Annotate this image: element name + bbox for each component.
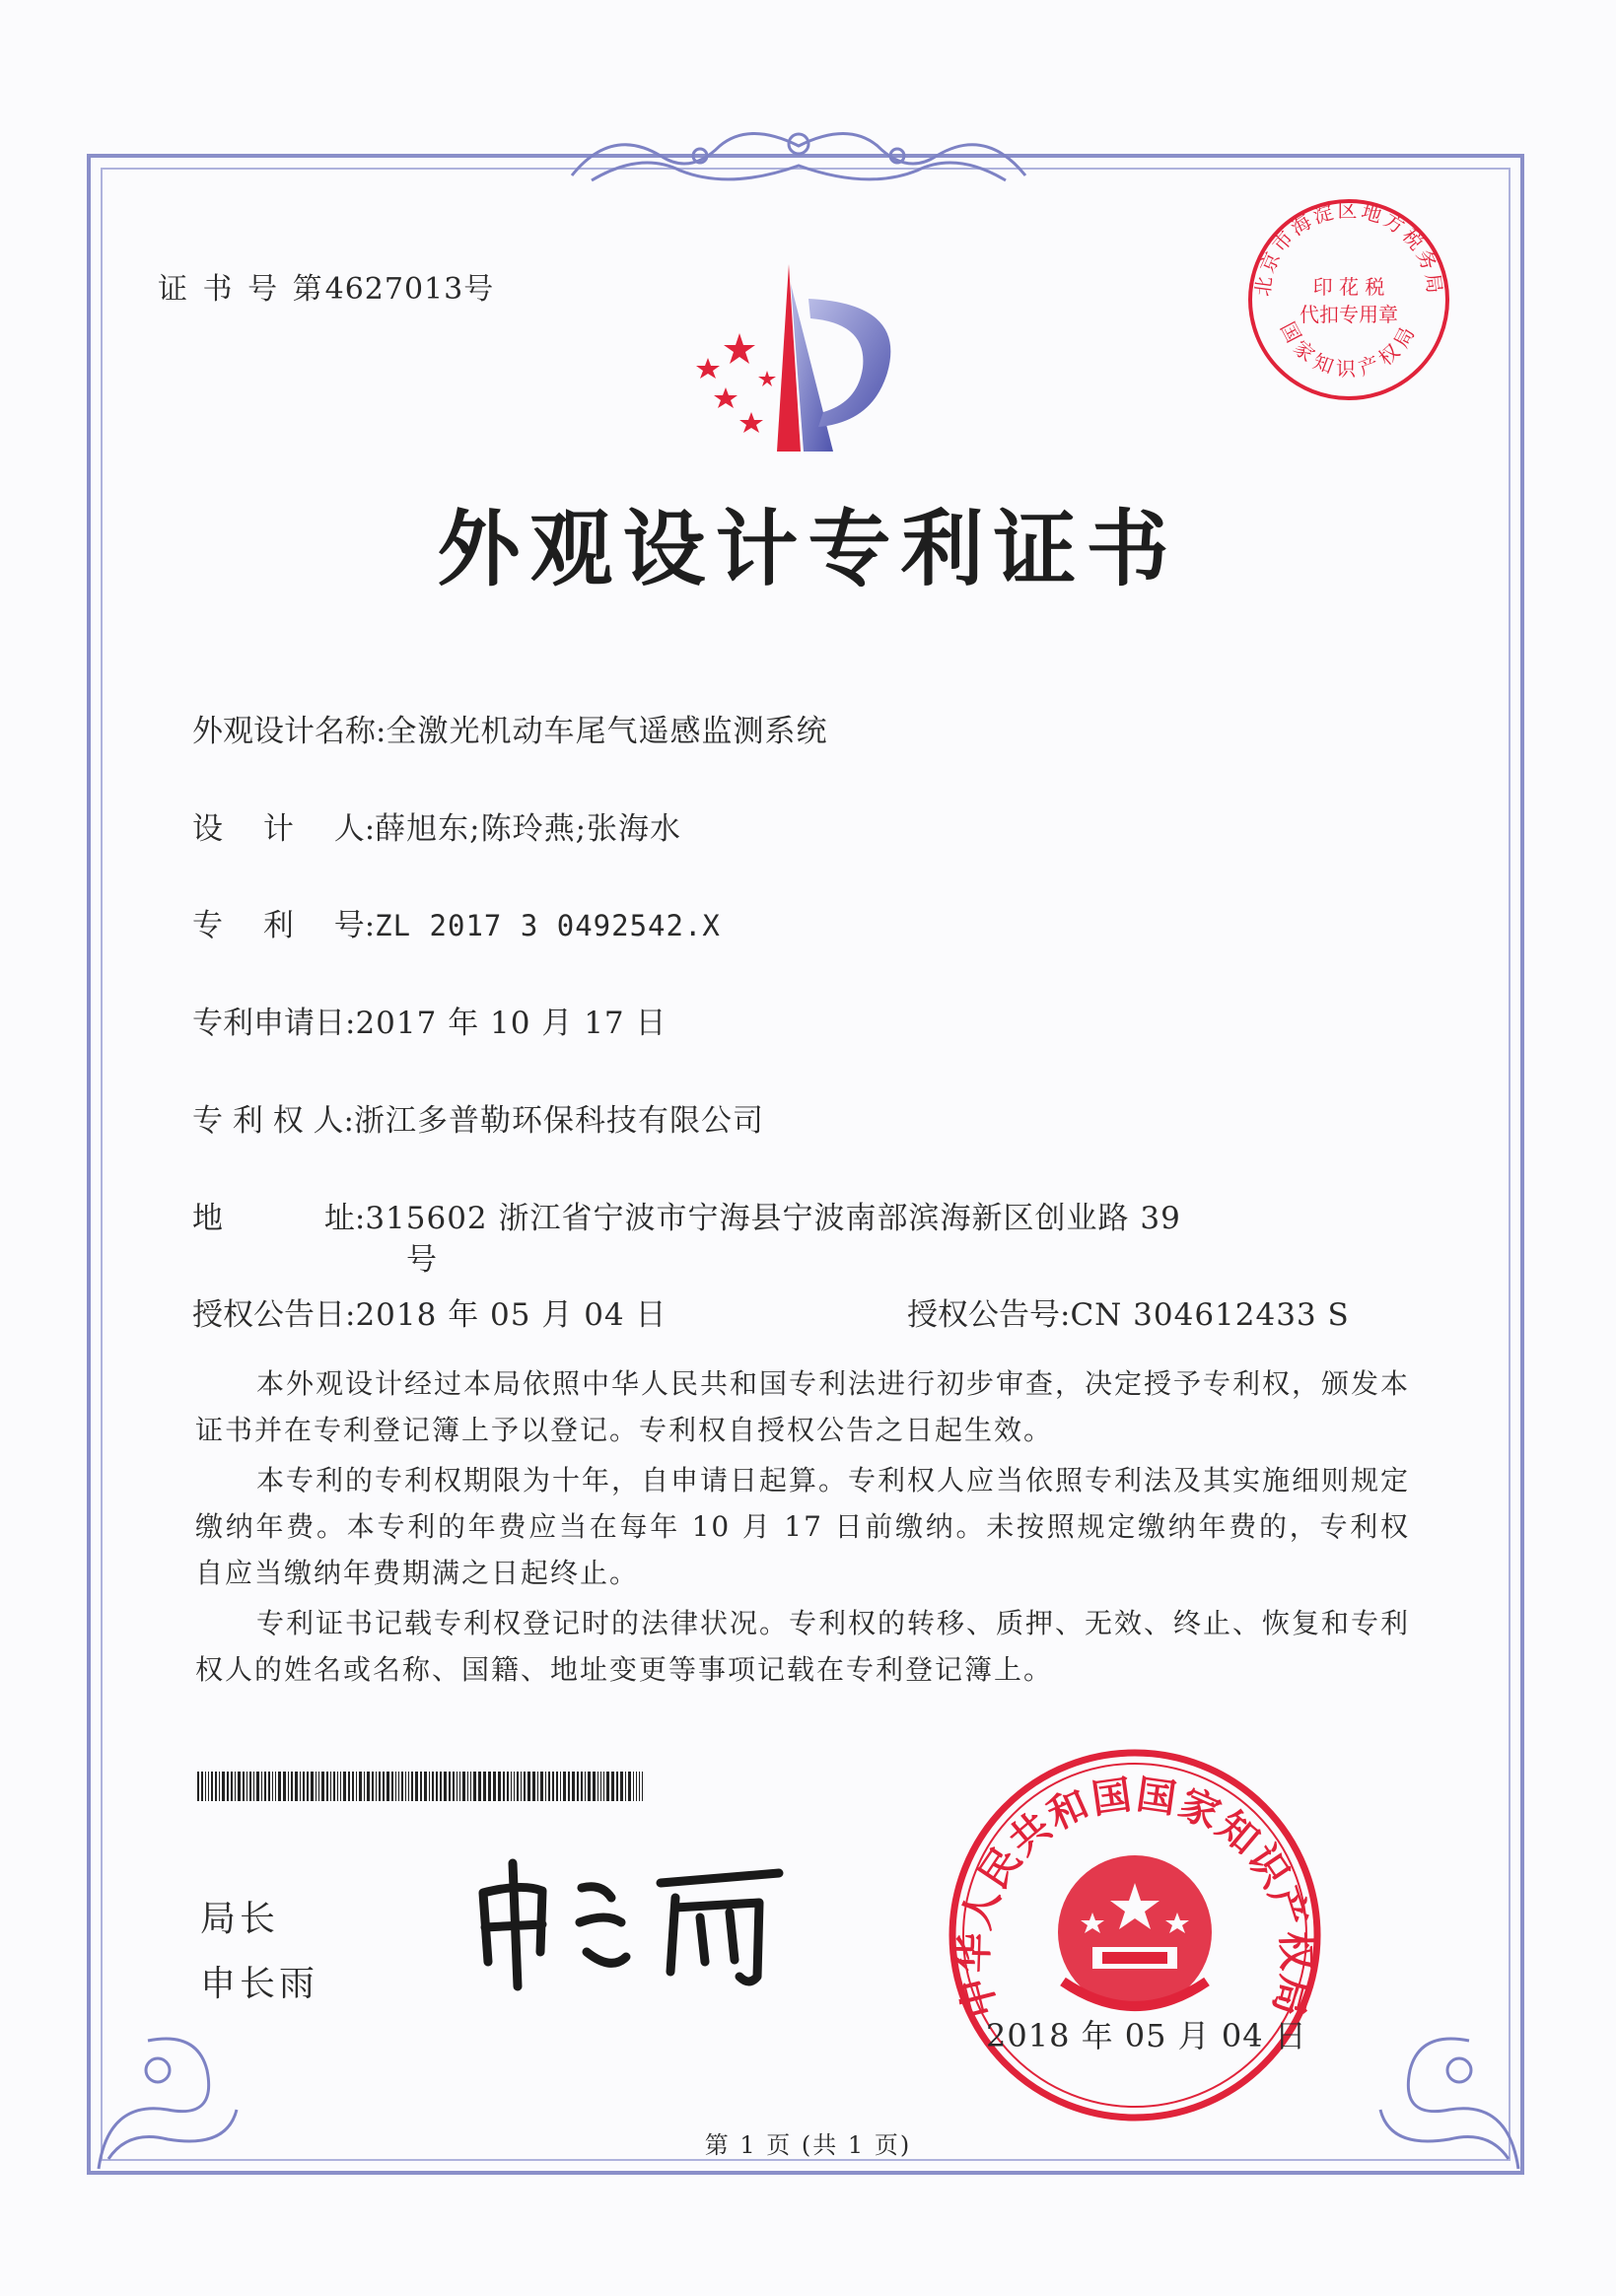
barcode-bar (383, 1772, 385, 1801)
barcode-bar (307, 1772, 309, 1801)
barcode-bar (436, 1772, 438, 1801)
barcode-bar (318, 1772, 319, 1801)
barcode-bar (532, 1772, 535, 1801)
barcode-bar (340, 1772, 341, 1801)
barcode-bar (208, 1772, 209, 1801)
body-paragraph: 本专利的专利权期限为十年，自申请日起算。专利权人应当依照专利法及其实施细则规定缴纳年费。本专利的年费应当在每年 10 月 17 日前缴纳。未按照规定缴纳年费的，专利权自应当缴纳年费期满之日起终止。 (195, 1464, 1411, 1589)
barcode-bar (488, 1772, 491, 1801)
barcode-bar (432, 1772, 434, 1801)
barcode-bar (261, 1772, 262, 1801)
field-design-name (192, 706, 827, 750)
field-patentee (192, 1095, 764, 1140)
barcode-bar (348, 1772, 350, 1801)
field-announce-number (907, 1289, 1350, 1334)
barcode-bar (326, 1772, 328, 1801)
barcode-bar (311, 1772, 314, 1801)
barcode-bar (597, 1772, 598, 1801)
tax-seal-center-text-2: 代扣专用章 (1300, 303, 1398, 326)
barcode-bar (493, 1772, 496, 1801)
field-label: 专利申请日: (192, 1006, 356, 1041)
certificate-body (195, 1360, 1410, 1697)
barcode-bar (222, 1772, 225, 1801)
barcode-bar (593, 1772, 596, 1801)
barcode-bar (628, 1772, 631, 1801)
field-label: 专 利 号: (192, 908, 376, 943)
barcode-bar (219, 1772, 220, 1801)
barcode-bar (560, 1772, 561, 1801)
field-filing-date (192, 998, 667, 1042)
field-value: ZL 2017 3 0492542.X (375, 909, 721, 942)
barcode-bar (636, 1772, 637, 1801)
seal-date: 2018 年 05 月 04 日 (986, 2017, 1307, 2054)
barcode-bar (243, 1772, 245, 1801)
field-patent-number (192, 900, 721, 944)
barcode-bar (639, 1772, 640, 1801)
barcode-bar (379, 1772, 381, 1801)
barcode-bar (398, 1772, 399, 1801)
field-label: 授权公告号: (907, 1297, 1071, 1333)
barcode-bar (537, 1772, 538, 1801)
barcode-bar (473, 1772, 476, 1801)
barcode-bar (300, 1772, 301, 1801)
barcode-bar (256, 1772, 259, 1801)
field-label: 专 利 权 人: (192, 1103, 355, 1139)
barcode-bar (401, 1772, 403, 1801)
barcode-bar (303, 1772, 305, 1801)
barcode-bar (321, 1772, 324, 1801)
barcode-bar (429, 1772, 430, 1801)
barcode-bar (420, 1772, 422, 1801)
barcode-bar (440, 1772, 442, 1801)
barcode-bar (603, 1772, 604, 1801)
barcode-bar (424, 1772, 427, 1801)
certificate-number-prefix: 证 书 号 第 (158, 272, 325, 307)
field-label: 外观设计名称: (192, 714, 386, 749)
tax-seal-outer-text: 北京市海淀区地方税务局 (1250, 198, 1447, 298)
barcode-bar (211, 1772, 213, 1801)
barcode-bar (201, 1772, 203, 1801)
barcode-bar (527, 1772, 530, 1801)
field-label: 授权公告日: (192, 1297, 356, 1333)
barcode-bar (633, 1772, 634, 1801)
national-emblem-icon (1058, 1855, 1212, 2009)
page-number: 第 1 页 (共 1 页) (704, 2131, 912, 2159)
field-address (192, 1193, 1181, 1237)
barcode-bar (507, 1772, 509, 1801)
barcode-bar (231, 1772, 233, 1801)
barcode-bar (238, 1772, 241, 1801)
field-value: 全激光机动车尾气遥感监测系统 (386, 714, 828, 749)
barcode-bar (295, 1772, 298, 1801)
barcode-bar (548, 1772, 550, 1801)
field-designer (192, 803, 681, 848)
barcode-bar (616, 1772, 618, 1801)
field-value: 315602 浙江省宁波市宁海县宁波南部滨海新区创业路 39 (365, 1201, 1181, 1236)
field-value: 2018 年 05 月 04 日 (355, 1297, 667, 1333)
certificate-title: 外观设计专利证书 (437, 501, 1179, 597)
barcode (197, 1772, 643, 1801)
handwritten-signature (463, 1853, 799, 1991)
barcode-bar (364, 1772, 365, 1801)
barcode-bar (642, 1772, 643, 1801)
field-label: 地 址: (192, 1201, 366, 1236)
barcode-bar (498, 1772, 501, 1801)
barcode-bar (611, 1772, 614, 1801)
barcode-bar (215, 1772, 217, 1801)
field-value: 2017 年 10 月 17 日 (355, 1006, 667, 1041)
barcode-bar (625, 1772, 626, 1801)
barcode-bar (514, 1772, 515, 1801)
tax-stamp-seal (1244, 195, 1453, 404)
field-label: 设 计 人: (192, 811, 376, 847)
barcode-bar (453, 1772, 455, 1801)
field-announce-date (192, 1289, 667, 1334)
barcode-bar (444, 1772, 447, 1801)
body-paragraph: 专利证书记载专利权登记时的法律状况。专利权的转移、质押、无效、终止、恢复和专利权人的姓名或名称、国籍、地址变更等事项记载在专利登记簿上。 (195, 1607, 1411, 1686)
barcode-bar (563, 1772, 566, 1801)
barcode-bar (606, 1772, 609, 1801)
barcode-bar (205, 1772, 206, 1801)
field-address-line2 (406, 1234, 438, 1279)
field-value: 号 (406, 1242, 438, 1278)
barcode-bar (517, 1772, 519, 1801)
barcode-bar (391, 1772, 393, 1801)
barcode-bar (386, 1772, 389, 1801)
barcode-bar (249, 1772, 251, 1801)
certificate-number-value: 4627013 (324, 272, 464, 307)
field-value: 浙江多普勒环保科技有限公司 (354, 1103, 765, 1139)
barcode-bar (470, 1772, 471, 1801)
barcode-bar (545, 1772, 546, 1801)
barcode-bar (540, 1772, 543, 1801)
barcode-bar (415, 1772, 418, 1801)
body-paragraph: 本外观设计经过本局依照中华人民共和国专利法进行初步审查，决定授予专利权，颁发本证书并在专利登记簿上予以登记。专利权自授权公告之日起生效。 (195, 1367, 1411, 1446)
barcode-bar (581, 1772, 583, 1801)
barcode-bar (585, 1772, 586, 1801)
barcode-bar (411, 1772, 413, 1801)
cnipa-emblem-icon (661, 264, 917, 461)
barcode-bar (483, 1772, 486, 1801)
barcode-bar (268, 1772, 270, 1801)
barcode-bar (600, 1772, 601, 1801)
field-value: CN 304612433 S (1070, 1297, 1350, 1333)
barcode-bar (288, 1772, 289, 1801)
barcode-bar (333, 1772, 335, 1801)
svg-text:国家知识产权局 (1276, 317, 1422, 381)
barcode-bar (356, 1772, 357, 1801)
barcode-bar (246, 1772, 247, 1801)
barcode-bar (372, 1772, 374, 1801)
field-value: 薛旭东;陈玲燕;张海水 (375, 811, 682, 847)
barcode-bar (235, 1772, 236, 1801)
certificate-number (158, 264, 496, 308)
barcode-bar (352, 1772, 354, 1801)
tax-seal-center-text-1: 印 花 税 (1312, 275, 1385, 299)
barcode-bar (511, 1772, 512, 1801)
barcode-bar (359, 1772, 362, 1801)
barcode-bar (568, 1772, 570, 1801)
tax-seal-bottom-text: 国家知识产权局 (1275, 317, 1423, 382)
barcode-bar (272, 1772, 273, 1801)
barcode-bar (197, 1772, 199, 1801)
barcode-bar (253, 1772, 254, 1801)
barcode-bar (395, 1772, 396, 1801)
signatory-title: 局长 (200, 1899, 280, 1939)
barcode-bar (449, 1772, 451, 1801)
barcode-bar (275, 1772, 276, 1801)
barcode-bar (291, 1772, 293, 1801)
barcode-bar (521, 1772, 522, 1801)
top-ornament (552, 116, 1045, 195)
barcode-bar (278, 1772, 281, 1801)
barcode-bar (227, 1772, 229, 1801)
barcode-bar (552, 1772, 554, 1801)
barcode-bar (572, 1772, 575, 1801)
barcode-bar (556, 1772, 558, 1801)
barcode-bar (283, 1772, 286, 1801)
signatory-name: 申长雨 (200, 1964, 319, 2004)
barcode-bar (343, 1772, 346, 1801)
barcode-bar (376, 1772, 377, 1801)
barcode-bar (405, 1772, 406, 1801)
barcode-bar (478, 1772, 481, 1801)
barcode-bar (467, 1772, 468, 1801)
barcode-bar (577, 1772, 579, 1801)
certificate-number-suffix: 号 (463, 272, 497, 307)
barcode-bar (264, 1772, 266, 1801)
barcode-bar (524, 1772, 526, 1801)
barcode-bar (462, 1772, 465, 1801)
barcode-bar (408, 1772, 409, 1801)
barcode-bar (367, 1772, 370, 1801)
barcode-bar (330, 1772, 331, 1801)
barcode-bar (588, 1772, 591, 1801)
barcode-bar (337, 1772, 338, 1801)
barcode-bar (620, 1772, 623, 1801)
office-seal-text: 中华人民共和国国家知识产权局 (950, 1772, 1319, 2023)
barcode-bar (503, 1772, 505, 1801)
cnipa-official-seal (945, 1745, 1325, 2125)
barcode-bar (459, 1772, 460, 1801)
